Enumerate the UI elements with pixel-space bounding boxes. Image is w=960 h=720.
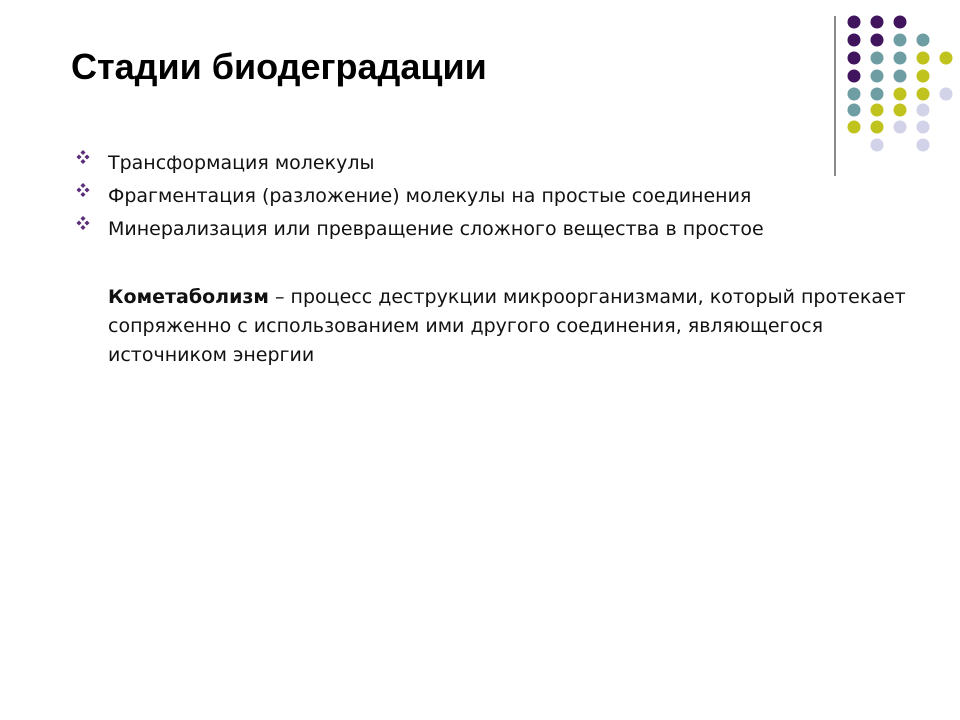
diamond-bullet-icon <box>76 216 90 230</box>
decorative-dot <box>848 104 861 117</box>
decorative-dot <box>894 88 907 101</box>
decorative-dot <box>917 52 930 65</box>
decorative-dot <box>848 16 861 29</box>
decorative-dot <box>848 88 861 101</box>
bullet-text: Минерализация или превращение сложного вещества в простое <box>108 218 764 240</box>
decorative-dot <box>871 104 884 117</box>
decorative-dot <box>917 104 930 117</box>
definition-term: Кометаболизм <box>108 286 269 308</box>
diamond-bullet-icon <box>76 150 90 164</box>
definition-paragraph <box>108 283 908 370</box>
decorative-dot <box>894 16 907 29</box>
decorative-dot <box>894 34 907 47</box>
decorative-dot <box>848 70 861 83</box>
bullet-text: Трансформация молекулы <box>108 152 375 174</box>
decorative-dot <box>917 34 930 47</box>
decorative-dot <box>940 52 953 65</box>
diamond-bullet-icon <box>76 183 90 197</box>
decorative-dot <box>894 104 907 117</box>
decorative-dot <box>871 16 884 29</box>
decorative-dot <box>894 52 907 65</box>
decorative-dot <box>917 139 930 152</box>
decorative-dot <box>871 34 884 47</box>
bullet-text: Фрагментация (разложение) молекулы на простые соединения <box>108 185 752 207</box>
decorative-dot <box>894 121 907 134</box>
decorative-dot <box>871 88 884 101</box>
decorative-dot <box>848 52 861 65</box>
decorative-dot <box>848 34 861 47</box>
decorative-dot <box>871 70 884 83</box>
decorative-dot <box>848 121 861 134</box>
slide-title: Стадии биодеградации <box>71 46 487 87</box>
decorative-dot <box>940 88 953 101</box>
decorative-dot <box>917 88 930 101</box>
decorative-dot <box>871 139 884 152</box>
decorative-dot <box>871 121 884 134</box>
decorative-dot <box>894 70 907 83</box>
definition-text: – процесс деструкции микроорганизмами, который протекает сопряженно с использованием ими другого соединения, являющегося источником энергии <box>108 286 906 366</box>
decorative-dot <box>917 70 930 83</box>
decorative-dot <box>871 52 884 65</box>
decorative-dot <box>917 121 930 134</box>
